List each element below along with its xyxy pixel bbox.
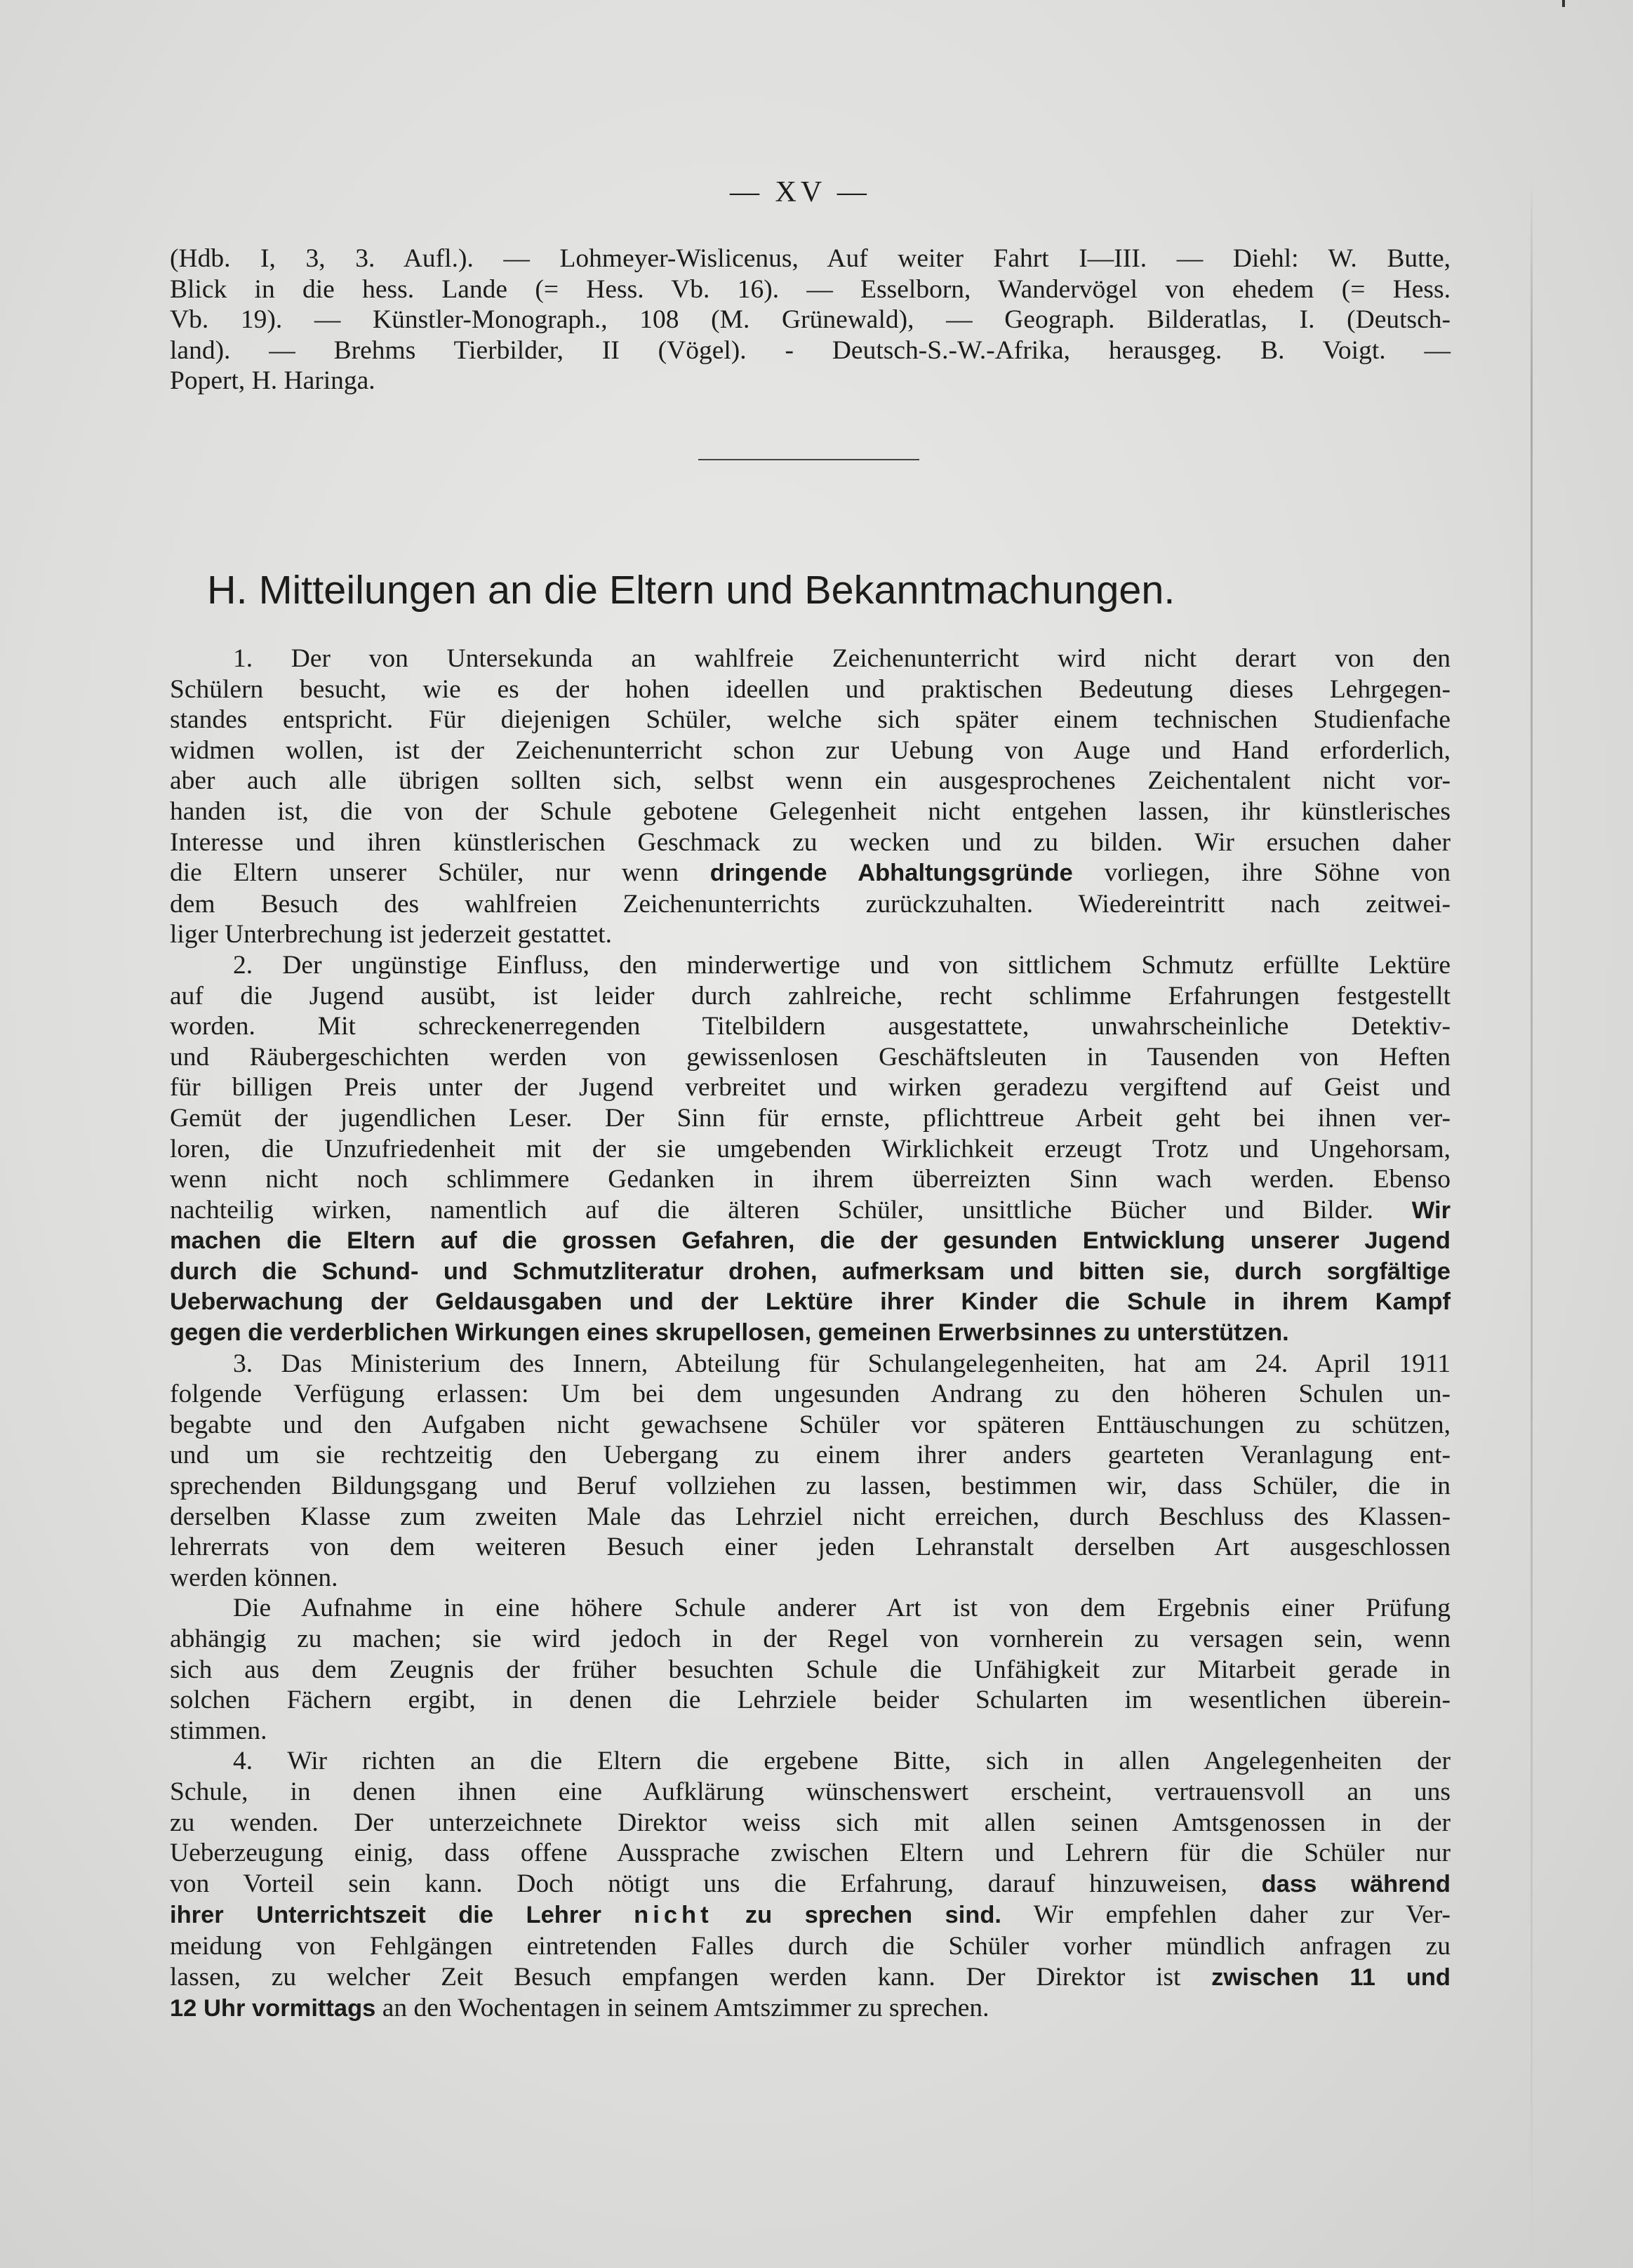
text-line: solchen Fächern ergibt, in denen die Lehrziele beider Schularten im wesentlichen überein-: [170, 1686, 1451, 1715]
text-line: meidung von Fehlgängen eintretenden Falles durch die Schüler vorher mündlich anfragen zu: [170, 1931, 1451, 1961]
text-line: Schule, in denen ihnen eine Aufklärung wünschenswert erscheint, vertrauensvoll an uns: [170, 1777, 1451, 1806]
bold-text-line: durch die Schund- und Schmutzliteratur drohen, aufmerksam und bitten sie, durch sorgfältige: [170, 1258, 1451, 1285]
text-line: [170, 858, 1451, 889]
text-line: stimmen.: [170, 1716, 267, 1745]
text-line: auf die Jugend ausübt, ist leider durch zahlreiche, recht schlimme Erfahrungen festgestellt: [170, 981, 1451, 1010]
text-line: Blick in die hess. Lande (= Hess. Vb. 16). — Esselborn, Wandervögel von ehedem (= Hess.: [170, 274, 1451, 304]
text-line: widmen wollen, ist der Zeichenunterricht schon zur Uebung von Auge und Hand erforderlich,: [170, 735, 1451, 765]
text-line: 1. Der von Untersekunda an wahlfreie Zeichenunterricht wird nicht derart von den: [233, 644, 1451, 673]
bold-text-line: machen die Eltern auf die grossen Gefahren, die der gesunden Entwicklung unserer Jugend: [170, 1227, 1451, 1255]
text-line: [170, 1993, 1451, 2024]
section-heading: H. Mitteilungen an die Eltern und Bekanntmachungen.: [207, 568, 1175, 613]
text-line: [170, 1900, 1451, 1931]
bold-text-run: 12 Uhr vormittags: [170, 1995, 376, 2022]
text-line: Vb. 19). — Künstler-Monograph., 108 (M. Grünewald), — Geograph. Bilderatlas, I. (Deutsch-: [170, 305, 1451, 335]
text-line: [170, 1195, 1451, 1227]
text-line: wenn nicht noch schlimmere Gedanken in ihrem überreizten Sinn wach werden. Ebenso: [170, 1165, 1451, 1194]
text-line: land). — Brehms Tierbilder, II (Vögel). - Deutsch-S.-W.-Afrika, herausgeg. B. Voigt. —: [170, 335, 1451, 365]
text-line: sich aus dem Zeugnis der früher besuchten Schule die Unfähigkeit zur Mitarbeit gerade in: [170, 1655, 1451, 1684]
text-run: lassen, zu welcher Zeit Besuch empfangen werden kann. Der Direktor ist: [170, 1962, 1181, 1992]
bold-text-run: ihrer Unterrichtszeit die Lehrer: [170, 1902, 601, 1929]
text-line: Ueberzeugung einig, dass offene Aussprache zwischen Eltern und Lehrern für die Schüler nur: [170, 1839, 1451, 1868]
text-line: folgende Verfügung erlassen: Um bei dem ungesunden Andrang zu den höheren Schulen un-: [170, 1380, 1451, 1409]
text-line: Popert, H. Haringa.: [170, 366, 375, 396]
page-number: — XV —: [730, 176, 871, 208]
paper-fold-line: [1531, 175, 1533, 2267]
text-run: die Eltern unserer Schüler, nur wenn: [170, 858, 679, 888]
text-run: vorliegen, ihre Söhne von: [1104, 858, 1451, 888]
text-line: 4. Wir richten an die Eltern die ergebene Bitte, sich in allen Angelegenheiten der: [233, 1747, 1451, 1776]
text-line: Interesse und ihren künstlerischen Geschmack zu wecken und zu bilden. Wir ersuchen daher: [170, 827, 1451, 857]
text-line: Die Aufnahme in eine höhere Schule anderer Art ist von dem Ergebnis einer Prüfung: [233, 1594, 1451, 1623]
text-line: lehrerrats von dem weiteren Besuch einer jeden Lehranstalt derselben Art ausgeschlossen: [170, 1533, 1451, 1562]
main-text: [170, 643, 1451, 2024]
text-run: Wir empfehlen daher zur Ver-: [1033, 1900, 1451, 1930]
text-run: nachteilig wirken, namentlich auf die älteren Schüler, unsittliche Bücher und Bilder.: [170, 1195, 1374, 1225]
text-line: zu wenden. Der unterzeichnete Direktor weiss sich mit allen seinen Amtsgenossen in der: [170, 1808, 1451, 1837]
text-line: werden können.: [170, 1563, 338, 1592]
text-line: worden. Mit schreckenerregenden Titelbildern ausgestattete, unwahrscheinliche Detektiv-: [170, 1012, 1451, 1041]
text-line: und Räubergeschichten werden von gewissenlosen Geschäftsleuten in Tausenden von Heften: [170, 1042, 1451, 1072]
text-line: sprechenden Bildungsgang und Beruf vollziehen zu lassen, bestimmen wir, dass Schüler, die in: [170, 1472, 1451, 1501]
text-line: standes entspricht. Für diejenigen Schüler, welche sich später einem technischen Studienfache: [170, 705, 1451, 735]
bold-text-run: zu sprechen sind.: [745, 1902, 1002, 1929]
text-run: an den Wochentagen in seinem Amtszimmer zu sprechen.: [382, 1994, 989, 2023]
bold-text-run: Wir: [1411, 1196, 1451, 1224]
text-line: [170, 1869, 1451, 1900]
text-line: für billigen Preis unter der Jugend verbreitet und wirken geradezu vergiftend auf Geist und: [170, 1073, 1451, 1102]
text-line: und um sie rechtzeitig den Uebergang zu einem ihrer anders gearteten Veranlagung ent-: [170, 1441, 1451, 1470]
text-run: von Vorteil sein kann. Doch nötigt uns die Erfahrung, darauf hinzuweisen,: [170, 1869, 1227, 1898]
text-line: derselben Klasse zum zweiten Male das Lehrziel nicht erreichen, durch Beschluss des Klassen-: [170, 1502, 1451, 1531]
text-line: dem Besuch des wahlfreien Zeichenunterrichts zurückzuhalten. Wiedereintritt nach zeitwei-: [170, 889, 1451, 919]
text-line: [170, 1962, 1451, 1994]
bold-text-line: Ueberwachung der Geldausgaben und der Lektüre ihrer Kinder die Schule in ihrem Kampf: [170, 1288, 1451, 1316]
bold-text-run: dringende Abhaltungsgründe: [709, 860, 1073, 887]
text-line: 2. Der ungünstige Einfluss, den minderwertige und von sittlichem Schmutz erfüllte Lektüre: [233, 950, 1451, 980]
text-line: loren, die Unzufriedenheit mit der sie umgebenden Wirklichkeit erzeugt Trotz und Ungehorsam,: [170, 1134, 1451, 1163]
text-line: abhängig zu machen; sie wird jedoch in der Regel von vornherein zu versagen sein, wenn: [170, 1625, 1451, 1653]
text-line: Gemüt der jugendlichen Leser. Der Sinn für ernste, pflichttreue Arbeit geht bei ihnen ver-: [170, 1103, 1451, 1133]
text-line: begabte und den Aufgaben nicht gewachsene Schüler vor späteren Enttäuschungen zu schützen,: [170, 1410, 1451, 1439]
edge-mark: [1562, 0, 1565, 7]
bold-text-run: zwischen 11 und: [1211, 1963, 1451, 1991]
bold-text-line: gegen die verderblichen Wirkungen eines skrupellosen, gemeinen Erwerbsinnes zu unterstützen.: [170, 1319, 1289, 1347]
text-line: 3. Das Ministerium des Innern, Abteilung für Schulangelegenheiten, hat am 24. April 1911: [233, 1349, 1451, 1378]
bibliography-paragraph: [170, 244, 1451, 396]
text-line: Schülern besucht, wie es der hohen ideellen und praktischen Bedeutung dieses Lehrgegen-: [170, 674, 1451, 704]
bold-text-run: dass während: [1261, 1870, 1451, 1897]
text-line: handen ist, die von der Schule gebotene Gelegenheit nicht entgehen lassen, ihr künstlerisches: [170, 796, 1451, 826]
bold-spaced-text-run: nicht: [634, 1902, 713, 1929]
text-line: (Hdb. I, 3, 3. Aufl.). — Lohmeyer-Wislicenus, Auf weiter Fahrt I—III. — Diehl: W. Butte,: [170, 244, 1451, 273]
separator-rule: [698, 459, 919, 460]
text-line: aber auch alle übrigen sollten sich, selbst wenn ein ausgesprochenes Zeichentalent nicht vor-: [170, 766, 1451, 796]
text-line: liger Unterbrechung ist jederzeit gestattet.: [170, 920, 612, 949]
